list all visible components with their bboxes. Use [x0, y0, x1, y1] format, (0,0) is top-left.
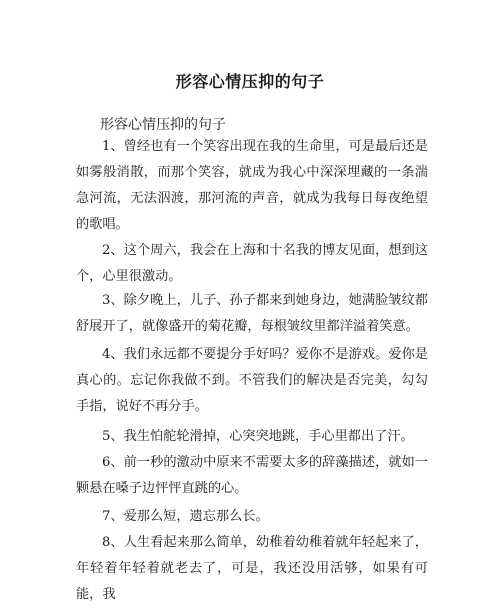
paragraph-6: 6、前一秒的激动中原来不需要太多的辞藻描述，就如一颗悬在嗓子边怦怦直跳的心。: [76, 455, 428, 496]
paragraph-4: 4、我们永远都不要提分手好吗？爱你不是游戏。爱你是真心的。忘记你我做不到。不管我们的解决是否完美，勾勾手指，说好不再分手。: [76, 347, 428, 414]
paragraph-5: 5、我生怕舵轮滑掉，心突突地跳，手心里都出了汗。: [102, 429, 414, 444]
paragraph-7: 7、爱那么短，遗忘那么长。: [102, 509, 269, 524]
paragraph-3: 3、除夕晚上，儿子、孙子都来到她身边，她满脸皱纹都舒展开了，就像盛开的菊花瓣，每根皱纹里都洋溢着笑意。: [76, 293, 428, 334]
document-title: 形容心情压抑的句子: [175, 72, 325, 91]
document-subtitle: 形容心情压抑的句子: [100, 117, 226, 133]
paragraph-2: 2、这个周六，我会在上海和十名我的博友见面，想到这个，心里很激动。: [76, 243, 428, 284]
paragraph-1: 1、曾经也有一个笑容出现在我的生命里，可是最后还是如雾般消散，而那个笑容，就成为我心中深深埋藏的一条湍急河流，无法泅渡，那河流的声音，就成为我每日每夜绝望的歌唱。: [76, 139, 428, 232]
paragraph-8: 8、人生看起来那么简单，幼稚着幼稚着就年轻起来了，年轻着年轻着就老去了，可是，我还没用活够，如果有可能，我: [76, 535, 428, 602]
